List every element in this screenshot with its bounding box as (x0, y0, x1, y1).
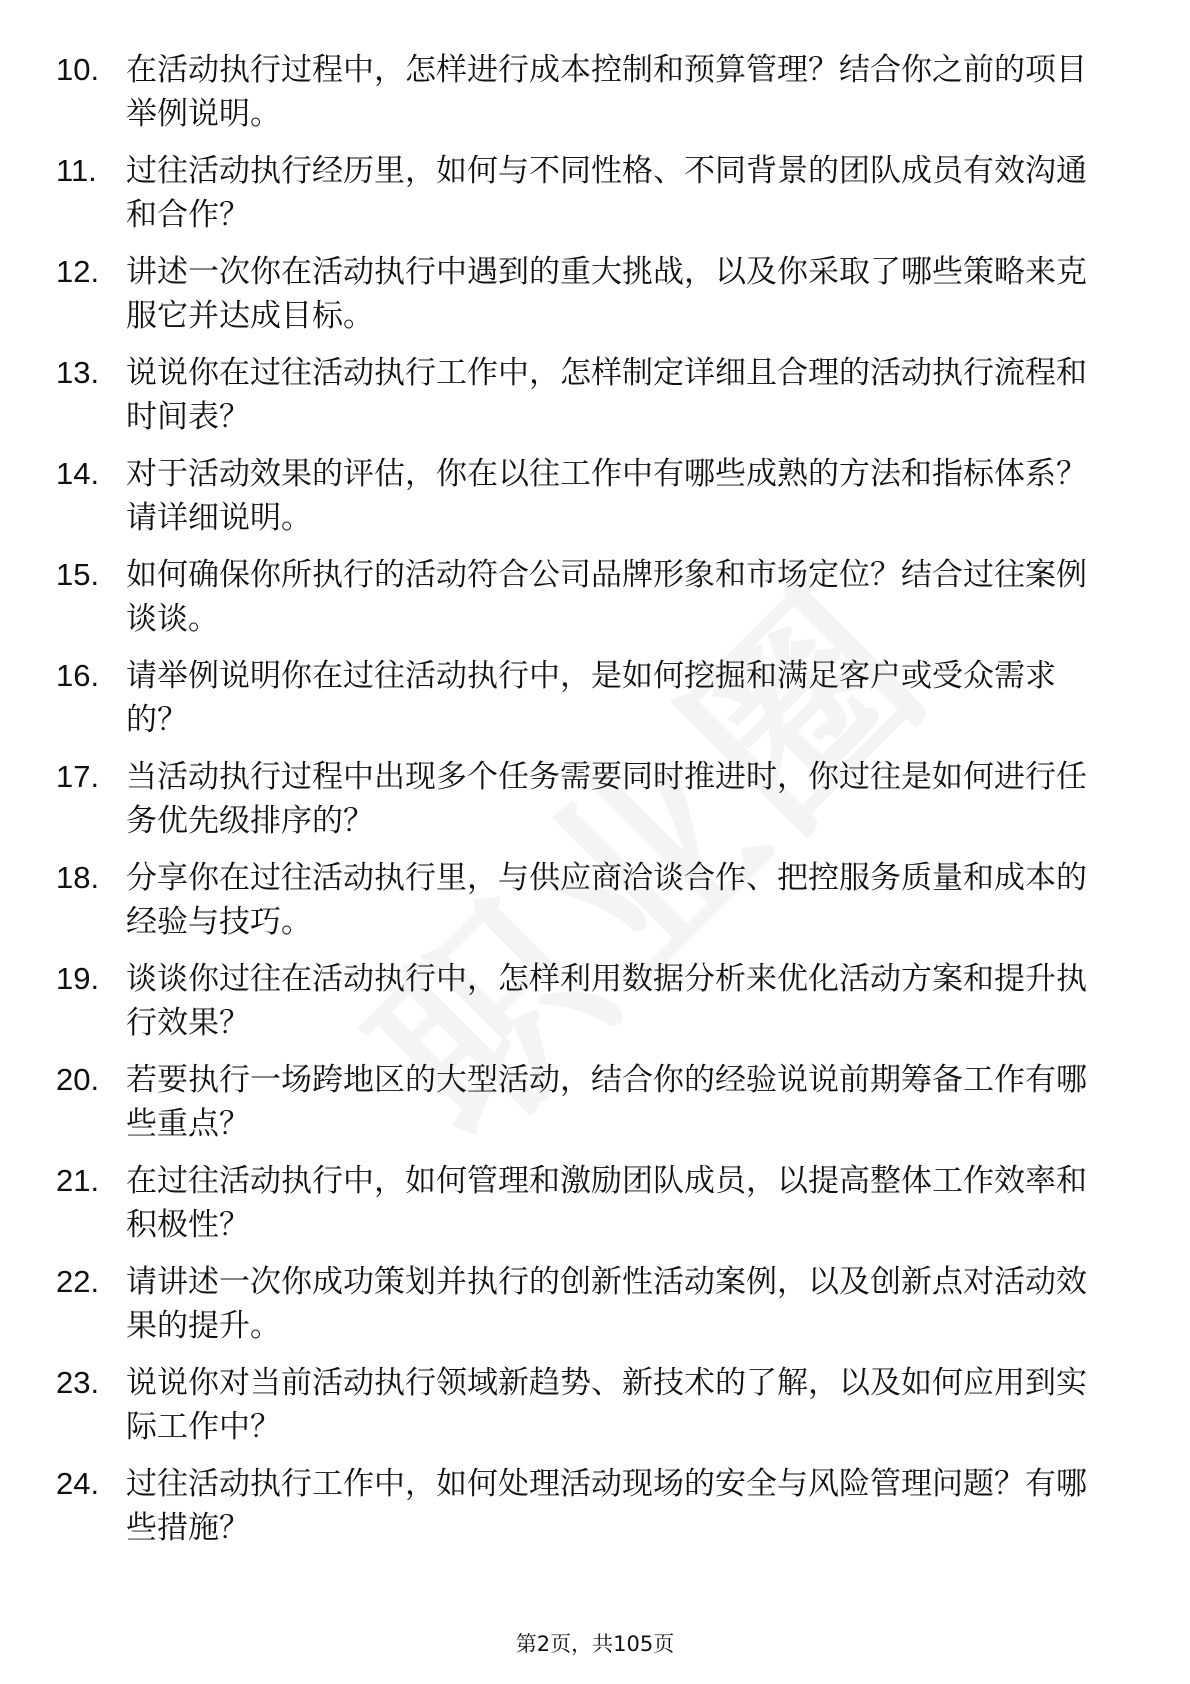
question-text: 分享你在过往活动执行里，与供应商洽谈合作、把控服务质量和成本的经验与技巧。 (126, 860, 1087, 940)
question-text: 当活动执行过程中出现多个任务需要同时推进时，你过往是如何进行任务优先级排序的？ (126, 759, 1087, 839)
question-text: 在活动执行过程中，怎样进行成本控制和预算管理？结合你之前的项目举例说明。 (126, 52, 1087, 132)
question-number: 10. (56, 52, 100, 87)
question-number: 18. (56, 860, 100, 895)
question-list (56, 48, 1116, 1563)
page-footer: 第2页，共105页 (515, 1632, 675, 1656)
question-item (56, 957, 1116, 1045)
question-number: 17. (56, 759, 100, 794)
question-text: 请举例说明你在过往活动执行中，是如何挖掘和满足客户或受众需求的？ (126, 658, 1056, 738)
question-text: 说说你在过往活动执行工作中，怎样制定详细且合理的活动执行流程和时间表？ (126, 355, 1087, 435)
question-item (56, 48, 1116, 136)
question-text: 过往活动执行经历里，如何与不同性格、不同背景的团队成员有效沟通和合作？ (126, 153, 1087, 233)
question-number: 15. (56, 557, 100, 592)
question-item (56, 250, 1116, 338)
question-number: 21. (56, 1163, 100, 1198)
question-text: 对于活动效果的评估，你在以往工作中有哪些成熟的方法和指标体系？请详细说明。 (126, 456, 1087, 536)
question-number: 11. (56, 153, 97, 188)
question-number: 19. (56, 961, 100, 996)
question-item (56, 654, 1116, 742)
question-number: 12. (56, 254, 100, 289)
question-text: 若要执行一场跨地区的大型活动，结合你的经验说说前期筹备工作有哪些重点？ (126, 1062, 1087, 1142)
question-item (56, 755, 1116, 843)
question-number: 13. (56, 355, 100, 390)
question-text: 讲述一次你在活动执行中遇到的重大挑战，以及你采取了哪些策略来克服它并达成目标。 (126, 254, 1087, 334)
question-number: 14. (56, 456, 100, 491)
question-number: 23. (56, 1365, 100, 1400)
question-item (56, 1462, 1116, 1550)
question-text: 在过往活动执行中，如何管理和激励团队成员，以提高整体工作效率和积极性？ (126, 1163, 1087, 1243)
question-text: 过往活动执行工作中，如何处理活动现场的安全与风险管理问题？有哪些措施？ (126, 1466, 1087, 1546)
question-item (56, 351, 1116, 439)
question-text: 如何确保你所执行的活动符合公司品牌形象和市场定位？结合过往案例谈谈。 (126, 557, 1087, 637)
question-number: 16. (56, 658, 100, 693)
question-number: 24. (56, 1466, 100, 1501)
question-item (56, 553, 1116, 641)
question-text: 请讲述一次你成功策划并执行的创新性活动案例，以及创新点对活动效果的提升。 (126, 1264, 1087, 1344)
question-item (56, 1058, 1116, 1146)
question-item (56, 1159, 1116, 1247)
question-item (56, 1361, 1116, 1449)
question-item (56, 856, 1116, 944)
question-text: 说说你对当前活动执行领域新趋势、新技术的了解，以及如何应用到实际工作中？ (126, 1365, 1087, 1445)
question-item (56, 1260, 1116, 1348)
question-number: 20. (56, 1062, 100, 1097)
question-item (56, 149, 1116, 237)
question-item (56, 452, 1116, 540)
question-number: 22. (56, 1264, 100, 1299)
question-text: 谈谈你过往在活动执行中，怎样利用数据分析来优化活动方案和提升执行效果？ (126, 961, 1087, 1041)
